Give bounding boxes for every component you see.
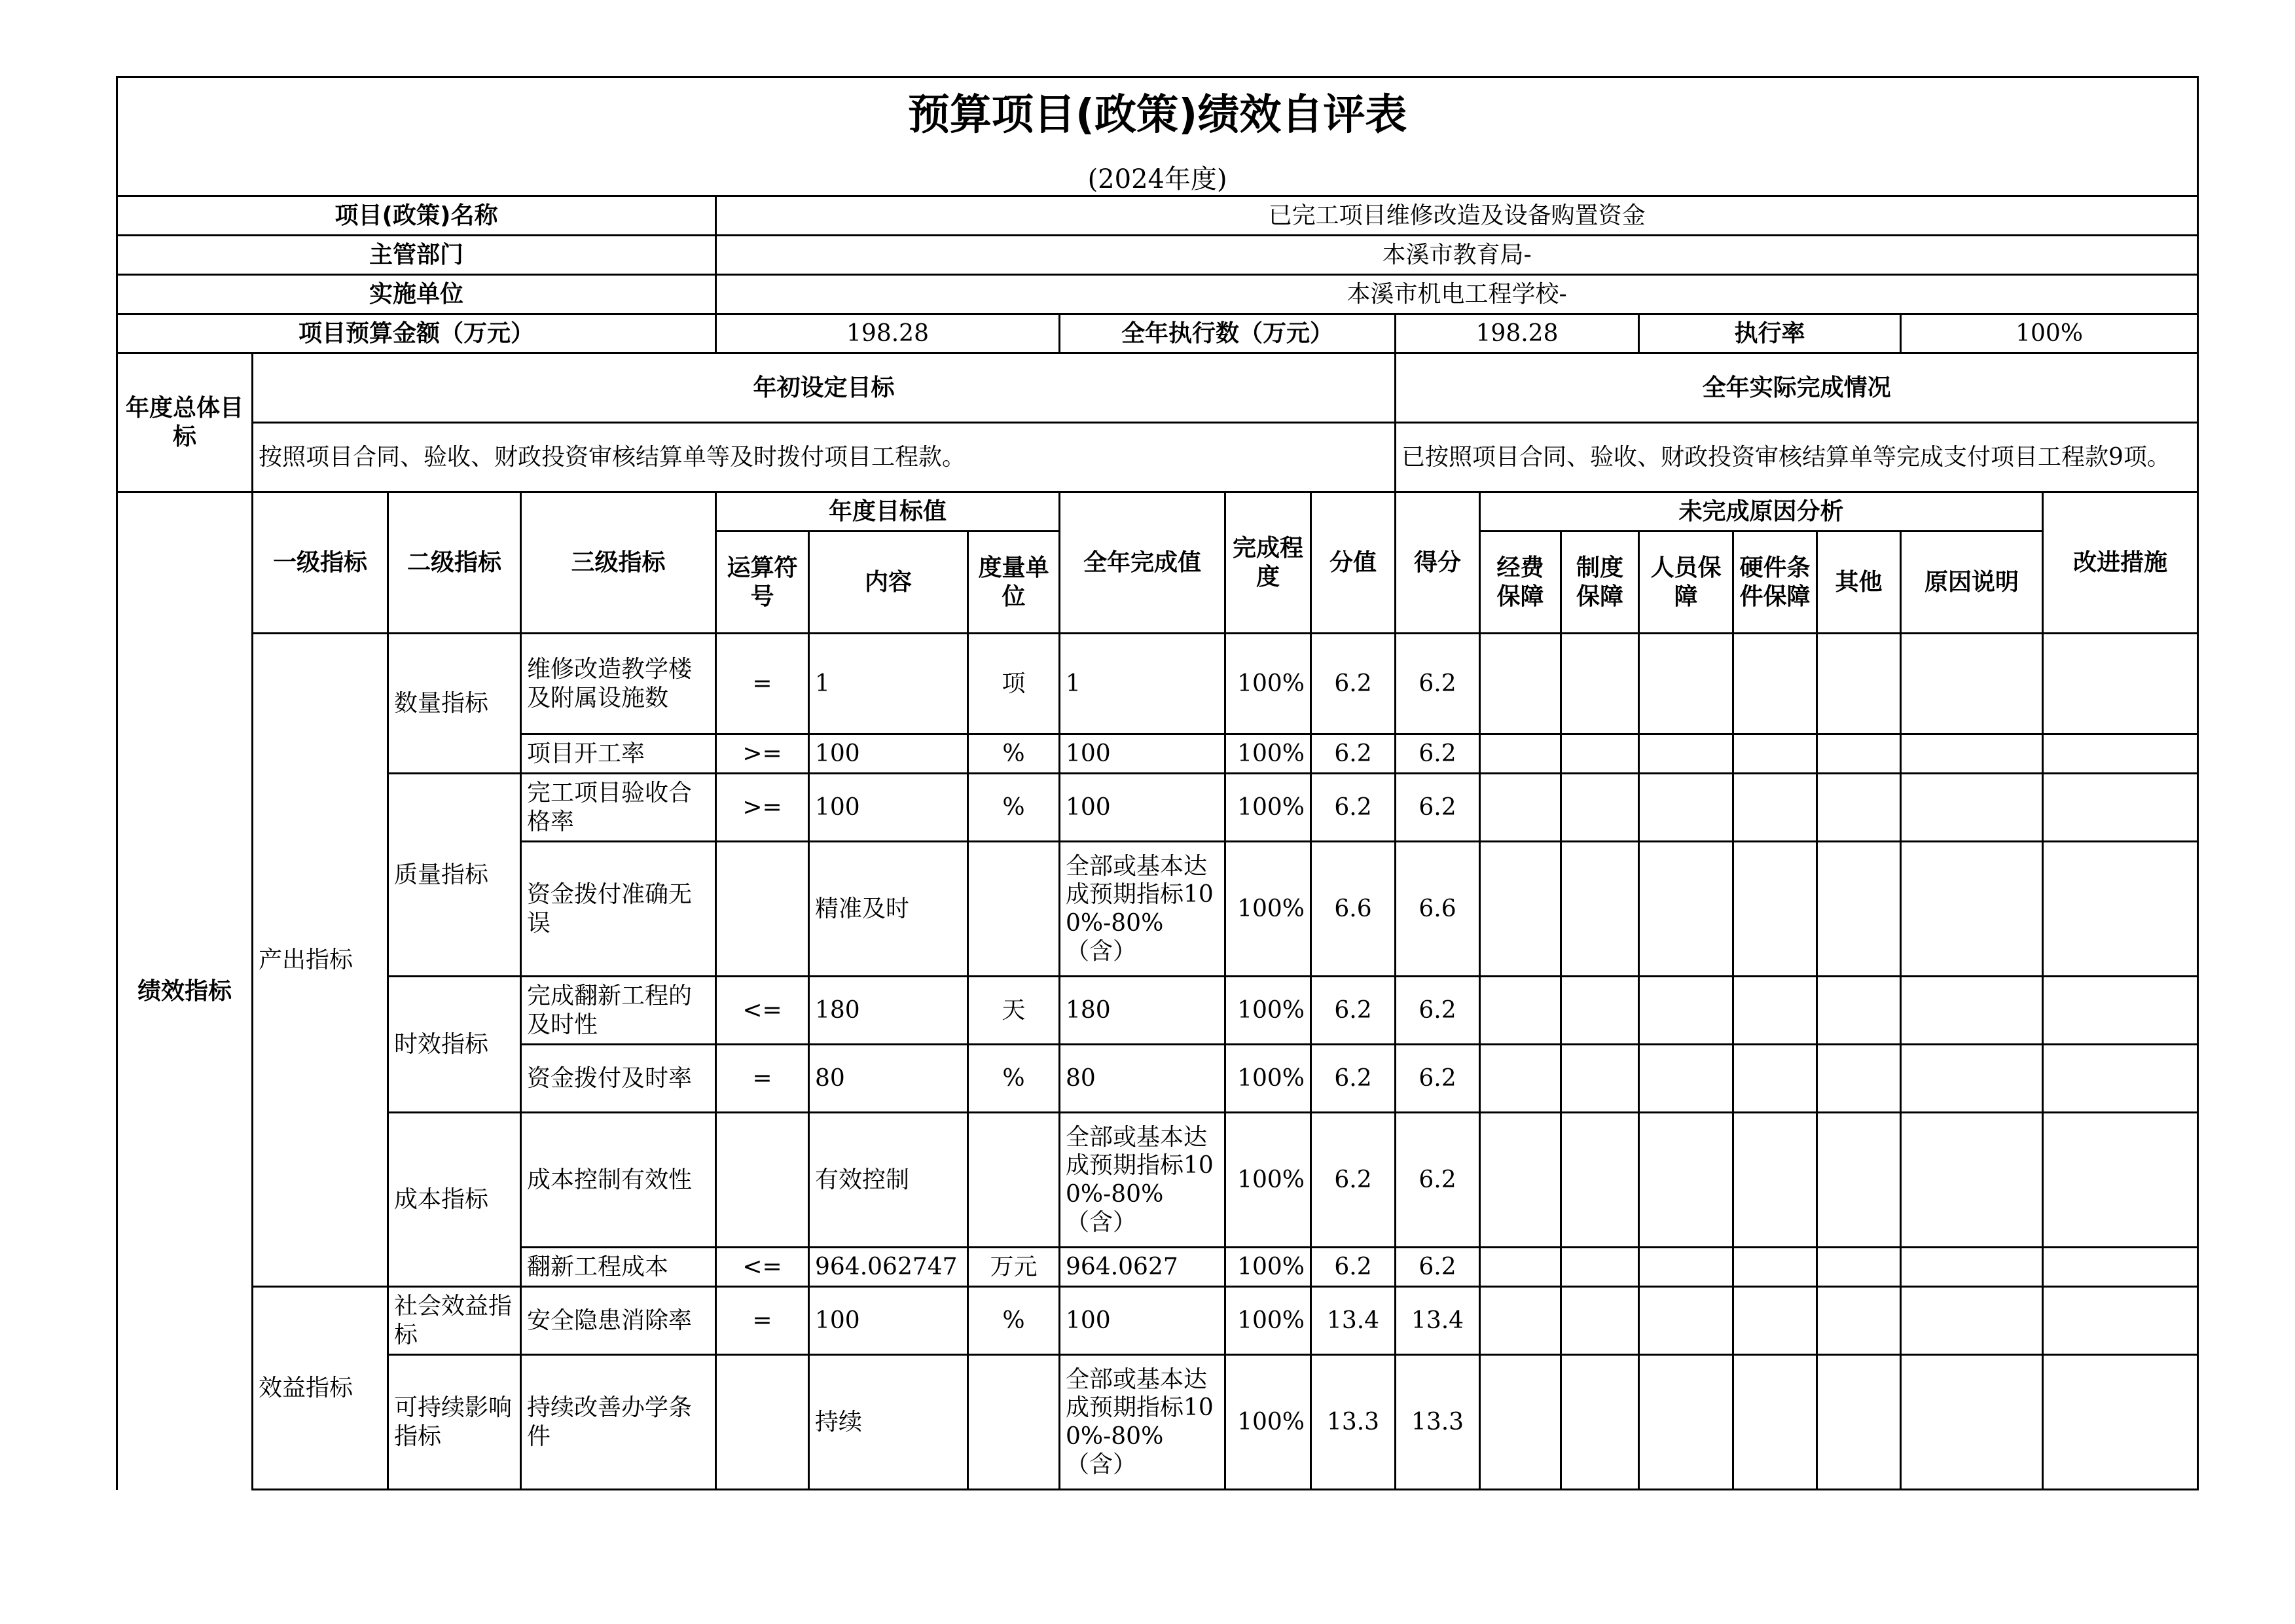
reason-cell	[1480, 774, 1561, 842]
indicator-unit: 天	[968, 977, 1060, 1045]
indicator-degree: 100%	[1225, 634, 1311, 734]
indicator-unit	[968, 1355, 1060, 1490]
reason-cell	[1639, 1113, 1733, 1248]
indicator-unit	[968, 842, 1060, 977]
improvement-cell	[2043, 774, 2198, 842]
indicator-score: 6.2	[1396, 1045, 1480, 1113]
improvement-cell	[2043, 634, 2198, 734]
indicator-content: 100	[809, 774, 968, 842]
indicator-name: 完成翻新工程的及时性	[521, 977, 716, 1045]
reason-cell	[1733, 1287, 1817, 1355]
reason-cell	[1639, 1045, 1733, 1113]
indicator-degree: 100%	[1225, 734, 1311, 774]
improvement-cell	[2043, 842, 2198, 977]
system-guarantee-header: 制度保障	[1561, 532, 1639, 634]
reason-cell	[1639, 1248, 1733, 1287]
reason-cell	[1817, 1113, 1901, 1248]
indicator-content: 100	[809, 734, 968, 774]
indicator-score: 6.2	[1396, 1248, 1480, 1287]
reason-cell	[1561, 1045, 1639, 1113]
form-year: (2024年度)	[117, 153, 2198, 196]
annual-target-header: 年度目标值	[716, 492, 1060, 532]
indicator-name: 维修改造教学楼及附属设施数	[521, 634, 716, 734]
reason-cell	[1733, 634, 1817, 734]
indicator-content: 80	[809, 1045, 968, 1113]
indicator-degree: 100%	[1225, 1045, 1311, 1113]
fund-guarantee-header: 经费保障	[1480, 532, 1561, 634]
reason-cell	[1480, 1248, 1561, 1287]
indicator-name: 资金拨付及时率	[521, 1045, 716, 1113]
reason-cell	[1817, 1287, 1901, 1355]
execution-rate-label: 执行率	[1639, 314, 1901, 353]
reason-cell	[1733, 1045, 1817, 1113]
indicator-name: 项目开工率	[521, 734, 716, 774]
indicator-name: 安全隐患消除率	[521, 1287, 716, 1355]
reason-cell	[1817, 1248, 1901, 1287]
reason-cell	[1817, 734, 1901, 774]
indicator-value: 6.2	[1311, 1113, 1396, 1248]
indicator-degree: 100%	[1225, 1355, 1311, 1490]
indicator-score: 13.3	[1396, 1355, 1480, 1490]
reason-cell	[1480, 734, 1561, 774]
reason-cell	[1480, 1045, 1561, 1113]
actual-completion-header: 全年实际完成情况	[1396, 353, 2198, 423]
indicator-value: 6.2	[1311, 734, 1396, 774]
indicator-score: 6.2	[1396, 734, 1480, 774]
initial-goal-text: 按照项目合同、验收、财政投资审核结算单等及时拨付项目工程款。	[253, 423, 1396, 492]
reason-cell	[1561, 842, 1639, 977]
improvement-cell	[2043, 1355, 2198, 1490]
operator-header: 运算符号	[716, 532, 809, 634]
level3-header: 三级指标	[521, 492, 716, 634]
indicator-unit: %	[968, 774, 1060, 842]
indicator-unit: 项	[968, 634, 1060, 734]
indicator-value: 6.2	[1311, 977, 1396, 1045]
table-row	[117, 1355, 2198, 1490]
indicator-content: 1	[809, 634, 968, 734]
indicator-value: 6.6	[1311, 842, 1396, 977]
reason-cell	[1817, 977, 1901, 1045]
reason-cell	[1561, 634, 1639, 734]
indicator-operator: >=	[716, 774, 809, 842]
indicator-name: 翻新工程成本	[521, 1248, 716, 1287]
reason-cell	[1901, 1045, 2043, 1113]
indicator-unit: %	[968, 734, 1060, 774]
indicator-score: 6.2	[1396, 977, 1480, 1045]
reason-cell	[1561, 1355, 1639, 1490]
reason-cell	[1901, 1355, 2043, 1490]
indicator-actual: 1	[1060, 634, 1225, 734]
department-label: 主管部门	[117, 236, 716, 275]
reason-cell	[1901, 734, 2043, 774]
reason-cell	[1817, 842, 1901, 977]
score-header: 得分	[1396, 492, 1480, 634]
indicator-value: 6.2	[1311, 1045, 1396, 1113]
reason-cell	[1639, 1287, 1733, 1355]
indicator-content: 964.062747	[809, 1248, 968, 1287]
indicator-degree: 100%	[1225, 1287, 1311, 1355]
indicator-name: 完工项目验收合格率	[521, 774, 716, 842]
reason-explanation-header: 原因说明	[1901, 532, 2043, 634]
reason-cell	[1733, 977, 1817, 1045]
level2-cost: 成本指标	[388, 1113, 521, 1287]
hardware-guarantee-header: 硬件条件保障	[1733, 532, 1817, 634]
reason-cell	[1480, 842, 1561, 977]
indicator-actual: 全部或基本达成预期指标100%-80%（含）	[1060, 1355, 1225, 1490]
indicator-degree: 100%	[1225, 774, 1311, 842]
indicator-operator: <=	[716, 977, 809, 1045]
level1-output: 产出指标	[253, 634, 388, 1287]
performance-indicators-label: 绩效指标	[117, 492, 253, 1490]
indicator-score: 6.2	[1396, 634, 1480, 734]
indicator-score: 6.2	[1396, 1113, 1480, 1248]
reason-cell	[1901, 1113, 2043, 1248]
reason-cell	[1817, 634, 1901, 734]
improvement-cell	[2043, 1287, 2198, 1355]
reason-cell	[1733, 774, 1817, 842]
annual-execution-label: 全年执行数（万元）	[1060, 314, 1396, 353]
reason-cell	[1480, 977, 1561, 1045]
indicator-actual: 100	[1060, 1287, 1225, 1355]
reason-cell	[1639, 634, 1733, 734]
reason-cell	[1901, 1248, 2043, 1287]
improvement-cell	[2043, 977, 2198, 1045]
indicator-unit: 万元	[968, 1248, 1060, 1287]
indicator-degree: 100%	[1225, 1248, 1311, 1287]
completion-degree-header: 完成程度	[1225, 492, 1311, 634]
level1-benefit: 效益指标	[253, 1287, 388, 1490]
reason-cell	[1639, 1355, 1733, 1490]
level2-social: 社会效益指标	[388, 1287, 521, 1355]
indicator-score: 6.6	[1396, 842, 1480, 977]
improvement-cell	[2043, 734, 2198, 774]
budget-amount-label: 项目预算金额（万元）	[117, 314, 716, 353]
indicator-degree: 100%	[1225, 1113, 1311, 1248]
implementing-unit-label: 实施单位	[117, 275, 716, 314]
project-name-value: 已完工项目维修改造及设备购置资金	[716, 196, 2198, 236]
indicator-score: 13.4	[1396, 1287, 1480, 1355]
reason-cell	[1561, 1248, 1639, 1287]
indicator-operator	[716, 1355, 809, 1490]
indicator-name: 资金拨付准确无误	[521, 842, 716, 977]
level2-sustainability: 可持续影响指标	[388, 1355, 521, 1490]
indicator-value: 13.3	[1311, 1355, 1396, 1490]
actual-completion-text: 已按照项目合同、验收、财政投资审核结算单等完成支付项目工程款9项。	[1396, 423, 2198, 492]
reason-cell	[1817, 1045, 1901, 1113]
indicator-value: 6.2	[1311, 774, 1396, 842]
indicator-name: 成本控制有效性	[521, 1113, 716, 1248]
level1-header: 一级指标	[253, 492, 388, 634]
indicator-operator: =	[716, 1287, 809, 1355]
indicator-content: 100	[809, 1287, 968, 1355]
reason-cell	[1817, 1355, 1901, 1490]
indicator-degree: 100%	[1225, 842, 1311, 977]
indicator-operator: <=	[716, 1248, 809, 1287]
reason-cell	[1733, 1248, 1817, 1287]
indicator-operator	[716, 842, 809, 977]
indicator-degree: 100%	[1225, 977, 1311, 1045]
reason-cell	[1561, 734, 1639, 774]
implementing-unit-value: 本溪市机电工程学校-	[716, 275, 2198, 314]
reason-cell	[1733, 1113, 1817, 1248]
initial-goal-header: 年初设定目标	[253, 353, 1396, 423]
indicator-unit: %	[968, 1287, 1060, 1355]
indicator-name: 持续改善办学条件	[521, 1355, 716, 1490]
indicator-actual: 100	[1060, 774, 1225, 842]
indicator-operator: =	[716, 1045, 809, 1113]
improvement-cell	[2043, 1113, 2198, 1248]
reason-cell	[1901, 774, 2043, 842]
reason-cell	[1639, 842, 1733, 977]
reason-cell	[1561, 1113, 1639, 1248]
indicator-unit: %	[968, 1045, 1060, 1113]
indicator-actual: 全部或基本达成预期指标100%-80%（含）	[1060, 842, 1225, 977]
indicator-unit	[968, 1113, 1060, 1248]
table-row	[117, 1113, 2198, 1248]
indicator-value: 13.4	[1311, 1287, 1396, 1355]
indicator-content: 180	[809, 977, 968, 1045]
reason-cell	[1639, 977, 1733, 1045]
execution-rate-value: 100%	[1901, 314, 2198, 353]
indicator-actual: 80	[1060, 1045, 1225, 1113]
improvement-cell	[2043, 1045, 2198, 1113]
reason-cell	[1901, 1287, 2043, 1355]
reason-cell	[1901, 977, 2043, 1045]
indicator-actual: 964.0627	[1060, 1248, 1225, 1287]
unfinished-reason-header: 未完成原因分析	[1480, 492, 2043, 532]
reason-cell	[1733, 1355, 1817, 1490]
reason-cell	[1561, 1287, 1639, 1355]
reason-cell	[1733, 842, 1817, 977]
indicator-actual: 100	[1060, 734, 1225, 774]
reason-cell	[1901, 634, 2043, 734]
annual-execution-value: 198.28	[1396, 314, 1639, 353]
indicator-operator	[716, 1113, 809, 1248]
reason-cell	[1561, 977, 1639, 1045]
content-header: 内容	[809, 532, 968, 634]
reason-cell	[1480, 634, 1561, 734]
reason-cell	[1480, 1113, 1561, 1248]
budget-amount-value: 198.28	[716, 314, 1060, 353]
reason-cell	[1901, 842, 2043, 977]
table-row	[117, 1287, 2198, 1355]
reason-cell	[1561, 774, 1639, 842]
department-value: 本溪市教育局-	[716, 236, 2198, 275]
indicator-content: 持续	[809, 1355, 968, 1490]
level2-quality: 质量指标	[388, 774, 521, 977]
level2-timeliness: 时效指标	[388, 977, 521, 1113]
project-name-label: 项目(政策)名称	[117, 196, 716, 236]
indicator-actual: 全部或基本达成预期指标100%-80%（含）	[1060, 1113, 1225, 1248]
table-row	[117, 774, 2198, 842]
indicator-content: 有效控制	[809, 1113, 968, 1248]
unit-header: 度量单位	[968, 532, 1060, 634]
score-value-header: 分值	[1311, 492, 1396, 634]
actual-value-header: 全年完成值	[1060, 492, 1225, 634]
reason-cell	[1639, 774, 1733, 842]
table-row	[117, 977, 2198, 1045]
reason-cell	[1817, 774, 1901, 842]
improvement-header: 改进措施	[2043, 492, 2198, 634]
level2-header: 二级指标	[388, 492, 521, 634]
indicator-value: 6.2	[1311, 1248, 1396, 1287]
self-evaluation-table	[116, 76, 2199, 1490]
improvement-cell	[2043, 1248, 2198, 1287]
form-title: 预算项目(政策)绩效自评表	[117, 77, 2198, 153]
staff-guarantee-header: 人员保障	[1639, 532, 1733, 634]
reason-cell	[1480, 1355, 1561, 1490]
annual-goal-label: 年度总体目标	[117, 353, 253, 492]
indicator-operator: =	[716, 634, 809, 734]
indicator-actual: 180	[1060, 977, 1225, 1045]
reason-cell	[1639, 734, 1733, 774]
reason-cell	[1480, 1287, 1561, 1355]
table-row	[117, 634, 2198, 734]
other-reason-header: 其他	[1817, 532, 1901, 634]
indicator-content: 精准及时	[809, 842, 968, 977]
level2-quantity: 数量指标	[388, 634, 521, 774]
indicator-operator: >=	[716, 734, 809, 774]
reason-cell	[1733, 734, 1817, 774]
indicator-value: 6.2	[1311, 634, 1396, 734]
indicator-score: 6.2	[1396, 774, 1480, 842]
